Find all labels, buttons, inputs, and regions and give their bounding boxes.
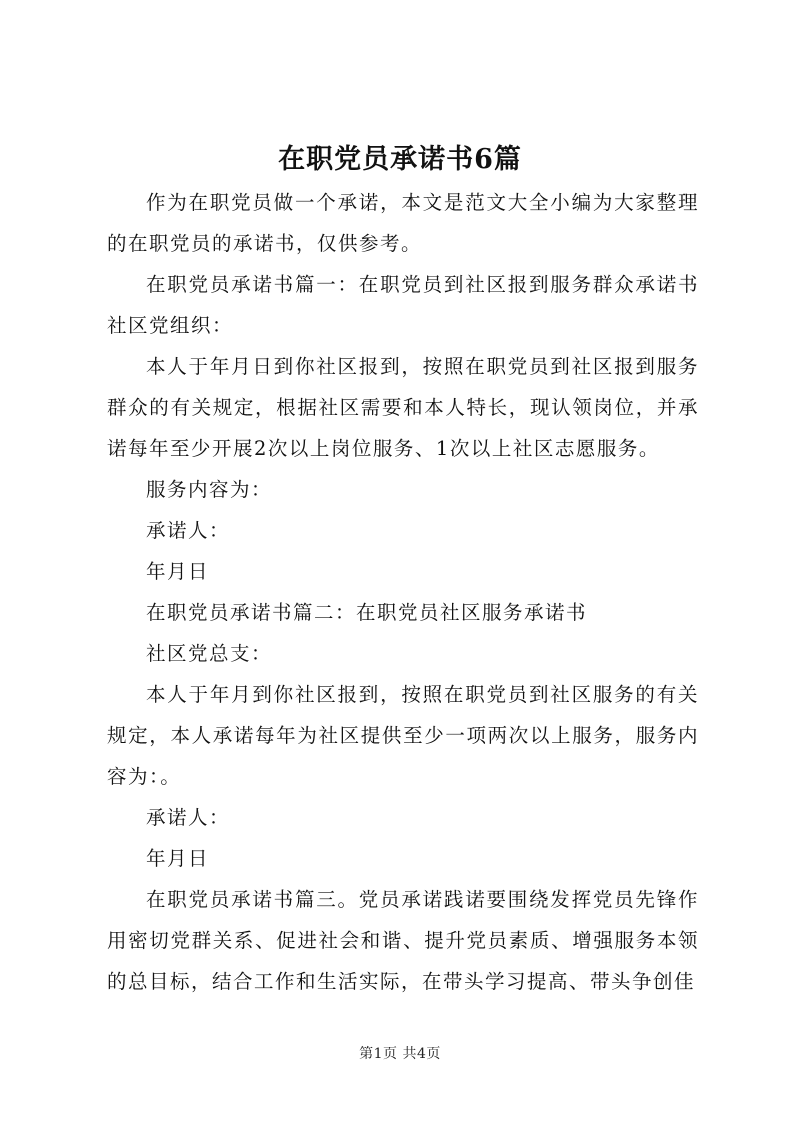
page-footer: 第1页 共4页 <box>359 1046 441 1062</box>
document-title: 在职党员承诺书6篇 <box>278 144 522 175</box>
paragraph-section-three: 在职党员承诺书篇三。党员承诺践诺要围绕发挥党员先锋作用密切党群关系、促进社会和谐、提升党员素质、增强服务本领的总目标，结合工作和生活实际，在带头学习提高、带头争创佳 <box>107 888 699 993</box>
paragraph-service-content: 服务内容为： <box>146 478 273 501</box>
paragraph-section-one-body: 本人于年月日到你社区报到，按照在职党员到社区报到服务群众的有关规定，根据社区需要和本人特长，现认领岗位，并承诺每年至少开展2次以上岗位服务、1次以上社区志愿服务。 <box>107 355 699 460</box>
paragraph-section-two-heading: 在职党员承诺书篇二：在职党员社区服务承诺书 <box>146 601 588 624</box>
paragraph-date: 年月日 <box>146 560 210 583</box>
paragraph-recipient: 社区党总支： <box>146 642 273 665</box>
paragraph-section-one-heading: 在职党员承诺书篇一：在职党员到社区报到服务群众承诺书社区党组织： <box>107 273 699 337</box>
paragraph-section-two-body: 本人于年月到你社区报到，按照在职党员到社区服务的有关规定，本人承诺每年为社区提供至少一项两次以上服务，服务内容为：。 <box>107 683 699 788</box>
paragraph-signatory: 承诺人： <box>146 519 231 542</box>
paragraph-date-two: 年月日 <box>146 847 210 870</box>
document-body <box>107 182 699 1002</box>
paragraph-intro: 作为在职党员做一个承诺，本文是范文大全小编为大家整理的在职党员的承诺书，仅供参考。 <box>107 191 699 255</box>
paragraph-signatory-two: 承诺人： <box>146 806 231 829</box>
